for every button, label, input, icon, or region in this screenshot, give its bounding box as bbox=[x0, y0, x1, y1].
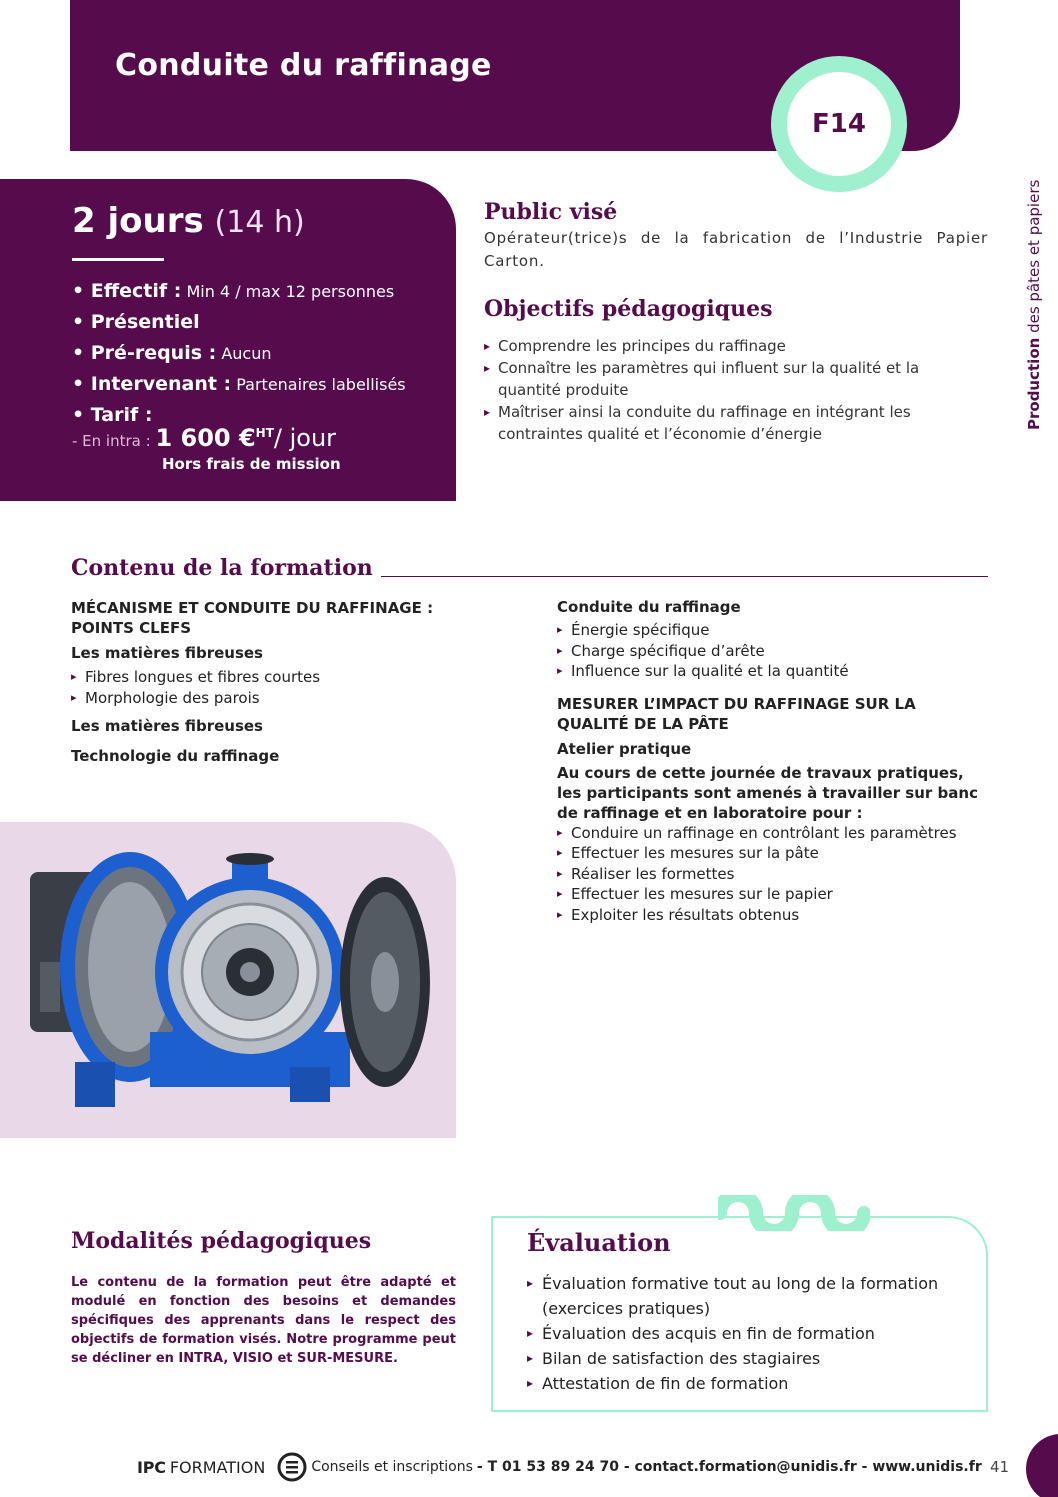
content-list bbox=[557, 823, 987, 926]
content-intro: Au cours de cette journée de travaux pratiques, les participants sont amenés à travailler sur banc de raffinage et en laboratoire pour : bbox=[557, 763, 978, 822]
price-prefix: - En intra : bbox=[72, 432, 156, 450]
footer-brand-suffix: FORMATION bbox=[169, 1457, 266, 1477]
content-left-column bbox=[71, 598, 491, 766]
price-note: Hors frais de mission bbox=[162, 455, 341, 473]
info-box bbox=[0, 179, 456, 501]
info-item-value: Partenaires labellisés bbox=[231, 375, 406, 394]
wave-shape bbox=[720, 1195, 864, 1231]
content-item: ▸ Énergie spécifique bbox=[557, 620, 987, 641]
info-item bbox=[72, 276, 406, 307]
modalities-title: Modalités pédagogiques bbox=[71, 1228, 372, 1254]
evaluation-item: ▸ Bilan de satisfaction des stagiaires bbox=[527, 1346, 967, 1371]
content-list bbox=[71, 667, 491, 708]
left-foot bbox=[75, 1062, 115, 1107]
content-item: ▸ Effectuer les mesures sur le papier bbox=[557, 884, 987, 905]
content-item: ▸ Exploiter les résultats obtenus bbox=[557, 905, 987, 926]
category-side-label-bold: Production bbox=[1025, 337, 1043, 430]
right-foot bbox=[290, 1067, 330, 1102]
course-code-badge bbox=[771, 56, 907, 192]
page-title: Conduite du raffinage bbox=[115, 48, 492, 83]
duration-hours: (14 h) bbox=[214, 205, 305, 240]
content-item: ▸ Réaliser les formettes bbox=[557, 864, 987, 885]
contact-logo-bar bbox=[286, 1466, 298, 1469]
public-text: Opérateur(trice)s de la fabrication de l’Industrie Papier Carton. bbox=[484, 229, 988, 270]
content-heading: MESURER L’IMPACT DU RAFFINAGE SUR LA QUALITÉ DE LA PÂTE bbox=[557, 694, 916, 733]
price-line bbox=[72, 424, 336, 452]
duration bbox=[72, 201, 305, 241]
top-pipe-opening bbox=[226, 853, 274, 865]
info-item-label: • Présentiel bbox=[72, 311, 200, 333]
content-item: ▸ Influence sur la qualité et la quantité bbox=[557, 661, 987, 682]
contact-logo-bar bbox=[286, 1471, 298, 1474]
content-item: ▸ Effectuer les mesures sur la pâte bbox=[557, 843, 987, 864]
objective-item: ▸ Connaître les paramètres qui influent sur la qualité et la quantité produite bbox=[484, 357, 964, 401]
content-right-column bbox=[557, 597, 987, 925]
duration-days: 2 jours bbox=[72, 201, 204, 241]
info-item-label: • Effectif : bbox=[72, 280, 182, 302]
evaluation-item: ▸ Évaluation des acquis en fin de formation bbox=[527, 1321, 967, 1346]
evaluation-list bbox=[527, 1271, 967, 1396]
objectives-list bbox=[484, 335, 964, 445]
price-tax-label: HT bbox=[255, 426, 274, 440]
category-side-label bbox=[1025, 180, 1043, 430]
evaluation-item: ▸ Évaluation formative tout au long de la formation (exercices pratiques) bbox=[527, 1271, 967, 1321]
content-subheading: Les matières fibreuses bbox=[71, 717, 263, 735]
info-item bbox=[72, 307, 406, 338]
open-door-center bbox=[371, 952, 399, 1012]
info-item-value: Min 4 / max 12 personnes bbox=[181, 282, 395, 301]
modalities-text: Le contenu de la formation peut être adapté et modulé en fonction des besoins et demandes spécifiques des apprenants dans le respect des objectifs de formation visés. Notre programme peut se décliner en INTRA, VISIO et SUR-MESURE. bbox=[71, 1275, 456, 1366]
info-item-label: • Intervenant : bbox=[72, 373, 232, 395]
category-side-label-rest: des pâtes et papiers bbox=[1025, 179, 1043, 338]
info-item-value: Aucun bbox=[216, 344, 272, 363]
contact-logo-bar bbox=[286, 1461, 298, 1464]
info-item bbox=[72, 338, 406, 369]
info-list bbox=[72, 276, 406, 431]
content-heading: MÉCANISME ET CONDUITE DU RAFFINAGE : POINTS CLEFS bbox=[71, 599, 434, 637]
course-code: F14 bbox=[787, 72, 891, 176]
public-title: Public visé bbox=[484, 199, 618, 225]
content-item: ▸ Fibres longues et fibres courtes bbox=[71, 667, 491, 688]
corner-decoration bbox=[1026, 1434, 1058, 1497]
content-subheading: Technologie du raffinage bbox=[71, 747, 280, 765]
evaluation-title: Évaluation bbox=[527, 1228, 671, 1257]
price bbox=[155, 424, 273, 452]
motor-handle bbox=[40, 962, 60, 1012]
duration-underline bbox=[72, 258, 164, 261]
content-list bbox=[557, 620, 987, 682]
content-item: ▸ Conduire un raffinage en contrôlant les paramètres bbox=[557, 823, 987, 844]
refiner-machine-illustration bbox=[0, 822, 456, 1138]
info-item-label: • Pré-requis : bbox=[72, 342, 217, 364]
content-title: Contenu de la formation bbox=[71, 555, 373, 581]
decorative-waves bbox=[718, 1195, 870, 1231]
footer bbox=[137, 1452, 982, 1482]
price-unit: / jour bbox=[273, 424, 337, 452]
content-item: ▸ Charge spécifique d’arête bbox=[557, 641, 987, 662]
info-item-label: • Tarif : bbox=[72, 404, 153, 426]
price-amount: 1 600 € bbox=[155, 424, 256, 452]
objective-item: ▸ Maîtriser ainsi la conduite du raffinage en intégrant les contraintes qualité et l’économie d’énergie bbox=[484, 401, 964, 445]
content-subheading: Conduite du raffinage bbox=[557, 598, 741, 616]
refiner-machine-image bbox=[0, 822, 456, 1138]
info-item bbox=[72, 369, 406, 400]
content-subheading: Les matières fibreuses bbox=[71, 644, 263, 662]
content-subheading: Atelier pratique bbox=[557, 739, 692, 758]
content-item: ▸ Morphologie des parois bbox=[71, 688, 491, 709]
content-divider bbox=[381, 576, 988, 577]
contact-logo-icon bbox=[277, 1452, 307, 1482]
objectives-title: Objectifs pédagogiques bbox=[484, 296, 773, 322]
footer-contact[interactable]: - T 01 53 89 24 70 - contact.formation@unidis.fr - www.unidis.fr bbox=[476, 1459, 982, 1475]
page-number: 41 bbox=[990, 1458, 1010, 1476]
footer-brand: IPC bbox=[137, 1457, 166, 1477]
objective-item: ▸ Comprendre les principes du raffinage bbox=[484, 335, 964, 357]
footer-text: Conseils et inscriptions bbox=[311, 1459, 473, 1475]
rotor-center bbox=[240, 962, 260, 982]
evaluation-item: ▸ Attestation de fin de formation bbox=[527, 1371, 967, 1396]
